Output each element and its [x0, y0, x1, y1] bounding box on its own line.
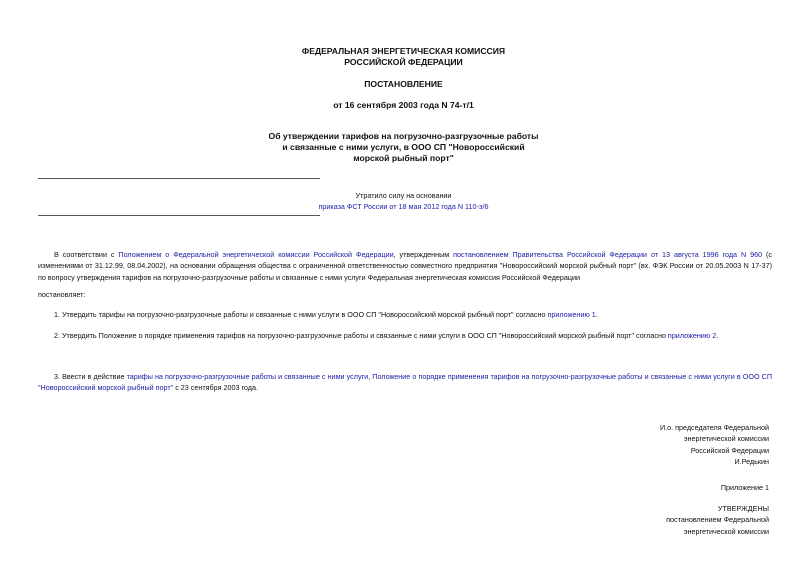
document-type: ПОСТАНОВЛЕНИЕ	[364, 79, 443, 89]
agency-line-2: РОССИЙСКОЙ ФЕДЕРАЦИИ	[344, 57, 463, 67]
document-title	[0, 131, 807, 164]
agency-line-1: ФЕДЕРАЛЬНАЯ ЭНЕРГЕТИЧЕСКАЯ КОМИССИЯ	[301, 46, 506, 56]
item-1-text: 1. Утвердить тарифы на погрузочно-разгрузочные работы и связанные с ними услуги в ООО СП "Новороссийский морской рыбный порт" согласно	[54, 310, 548, 319]
approval-block	[469, 503, 769, 537]
item-3-text-3: с 23 сентября 2003 года.	[173, 383, 258, 393]
signature-line-3: Российской Федерации	[690, 445, 769, 455]
title-line-2: и связанные с ними услуги, в ООО СП "Новороссийский	[282, 142, 525, 152]
appendix-2-link[interactable]: приложению 2	[667, 331, 717, 340]
document-date-number: от 16 сентября 2003 года N 74-т/1	[333, 100, 474, 110]
tariffs-link[interactable]: тарифы на погрузочно-разгрузочные работы и связанные с ними услуги	[126, 372, 369, 381]
item-1	[38, 309, 772, 320]
resolves-text: постановляет:	[38, 290, 86, 299]
title-line-3: морской рыбный порт"	[353, 153, 454, 163]
divider-top	[38, 178, 320, 179]
preamble-text-1: В соответствии с	[54, 250, 119, 259]
appendix-label: Приложение 1	[720, 483, 769, 492]
item-2-end: .	[716, 331, 719, 340]
void-notice	[0, 190, 807, 212]
signature-line-1: И.о. председателя Федеральной	[659, 423, 769, 432]
item-3-text-1: 3. Ввести в действие	[54, 372, 127, 381]
signature-block	[469, 422, 769, 468]
signature-name: И.Редькин	[734, 457, 769, 467]
preamble-text-2: , утвержденным	[393, 250, 454, 259]
government-resolution-link[interactable]: постановлением Правительства Российской Федерации от 13 августа 1996 года N 960	[453, 250, 763, 259]
preamble-text-3: (с изменениями от 31.12.99, 08.04.2002), на основании обращения общества с ограниченной ответственностью совместного предприятия "Новороссийский морской рыбный порт" (вх. ФЭК России от 20.05.2003 N 17-37) по вопросу утверждения тарифов на погрузочно-разгрузочные работы и связанные с ними услуги Федеральная энергетическая комиссия Российской Федерации	[38, 250, 773, 282]
item-1-end: .	[595, 310, 598, 319]
void-notice-link[interactable]: приказа ФСТ России от 18 мая 2012 года N 110-э/6	[318, 202, 489, 211]
agency-name	[0, 46, 807, 68]
approved-by-line-2: энергетической комиссии	[683, 526, 769, 536]
appendix-1-link[interactable]: приложению 1	[547, 310, 596, 319]
divider-bottom	[38, 215, 320, 216]
tariff-procedure-link[interactable]: Положение о порядке применения тарифов на погрузочно-разгрузочные работы и связанные с ними услуги в ООО СП "Новороссийский морской рыбный порт"	[38, 372, 772, 393]
title-line-1: Об утверждении тарифов на погрузочно-разгрузочные работы	[268, 131, 539, 141]
preamble-paragraph	[38, 249, 772, 283]
signature-line-2: энергетической комиссии	[683, 434, 769, 444]
item-3-text-2: ,	[368, 372, 373, 381]
commission-regulation-link[interactable]: Положением о Федеральной энергетической комиссии Российской Федерации	[118, 250, 394, 259]
item-2-text: 2. Утвердить Положение о порядке применения тарифов на погрузочно-разгрузочные работы и связанные с ними услуги в ООО СП "Новороссийский морской рыбный порт" согласно	[54, 331, 668, 340]
approved-by-line-1: постановлением Федеральной	[666, 515, 769, 525]
item-2	[38, 330, 772, 341]
approved-label: УТВЕРЖДЕНЫ	[717, 504, 769, 513]
void-notice-text: Утратило силу на основании	[355, 191, 452, 200]
item-3	[38, 371, 772, 394]
